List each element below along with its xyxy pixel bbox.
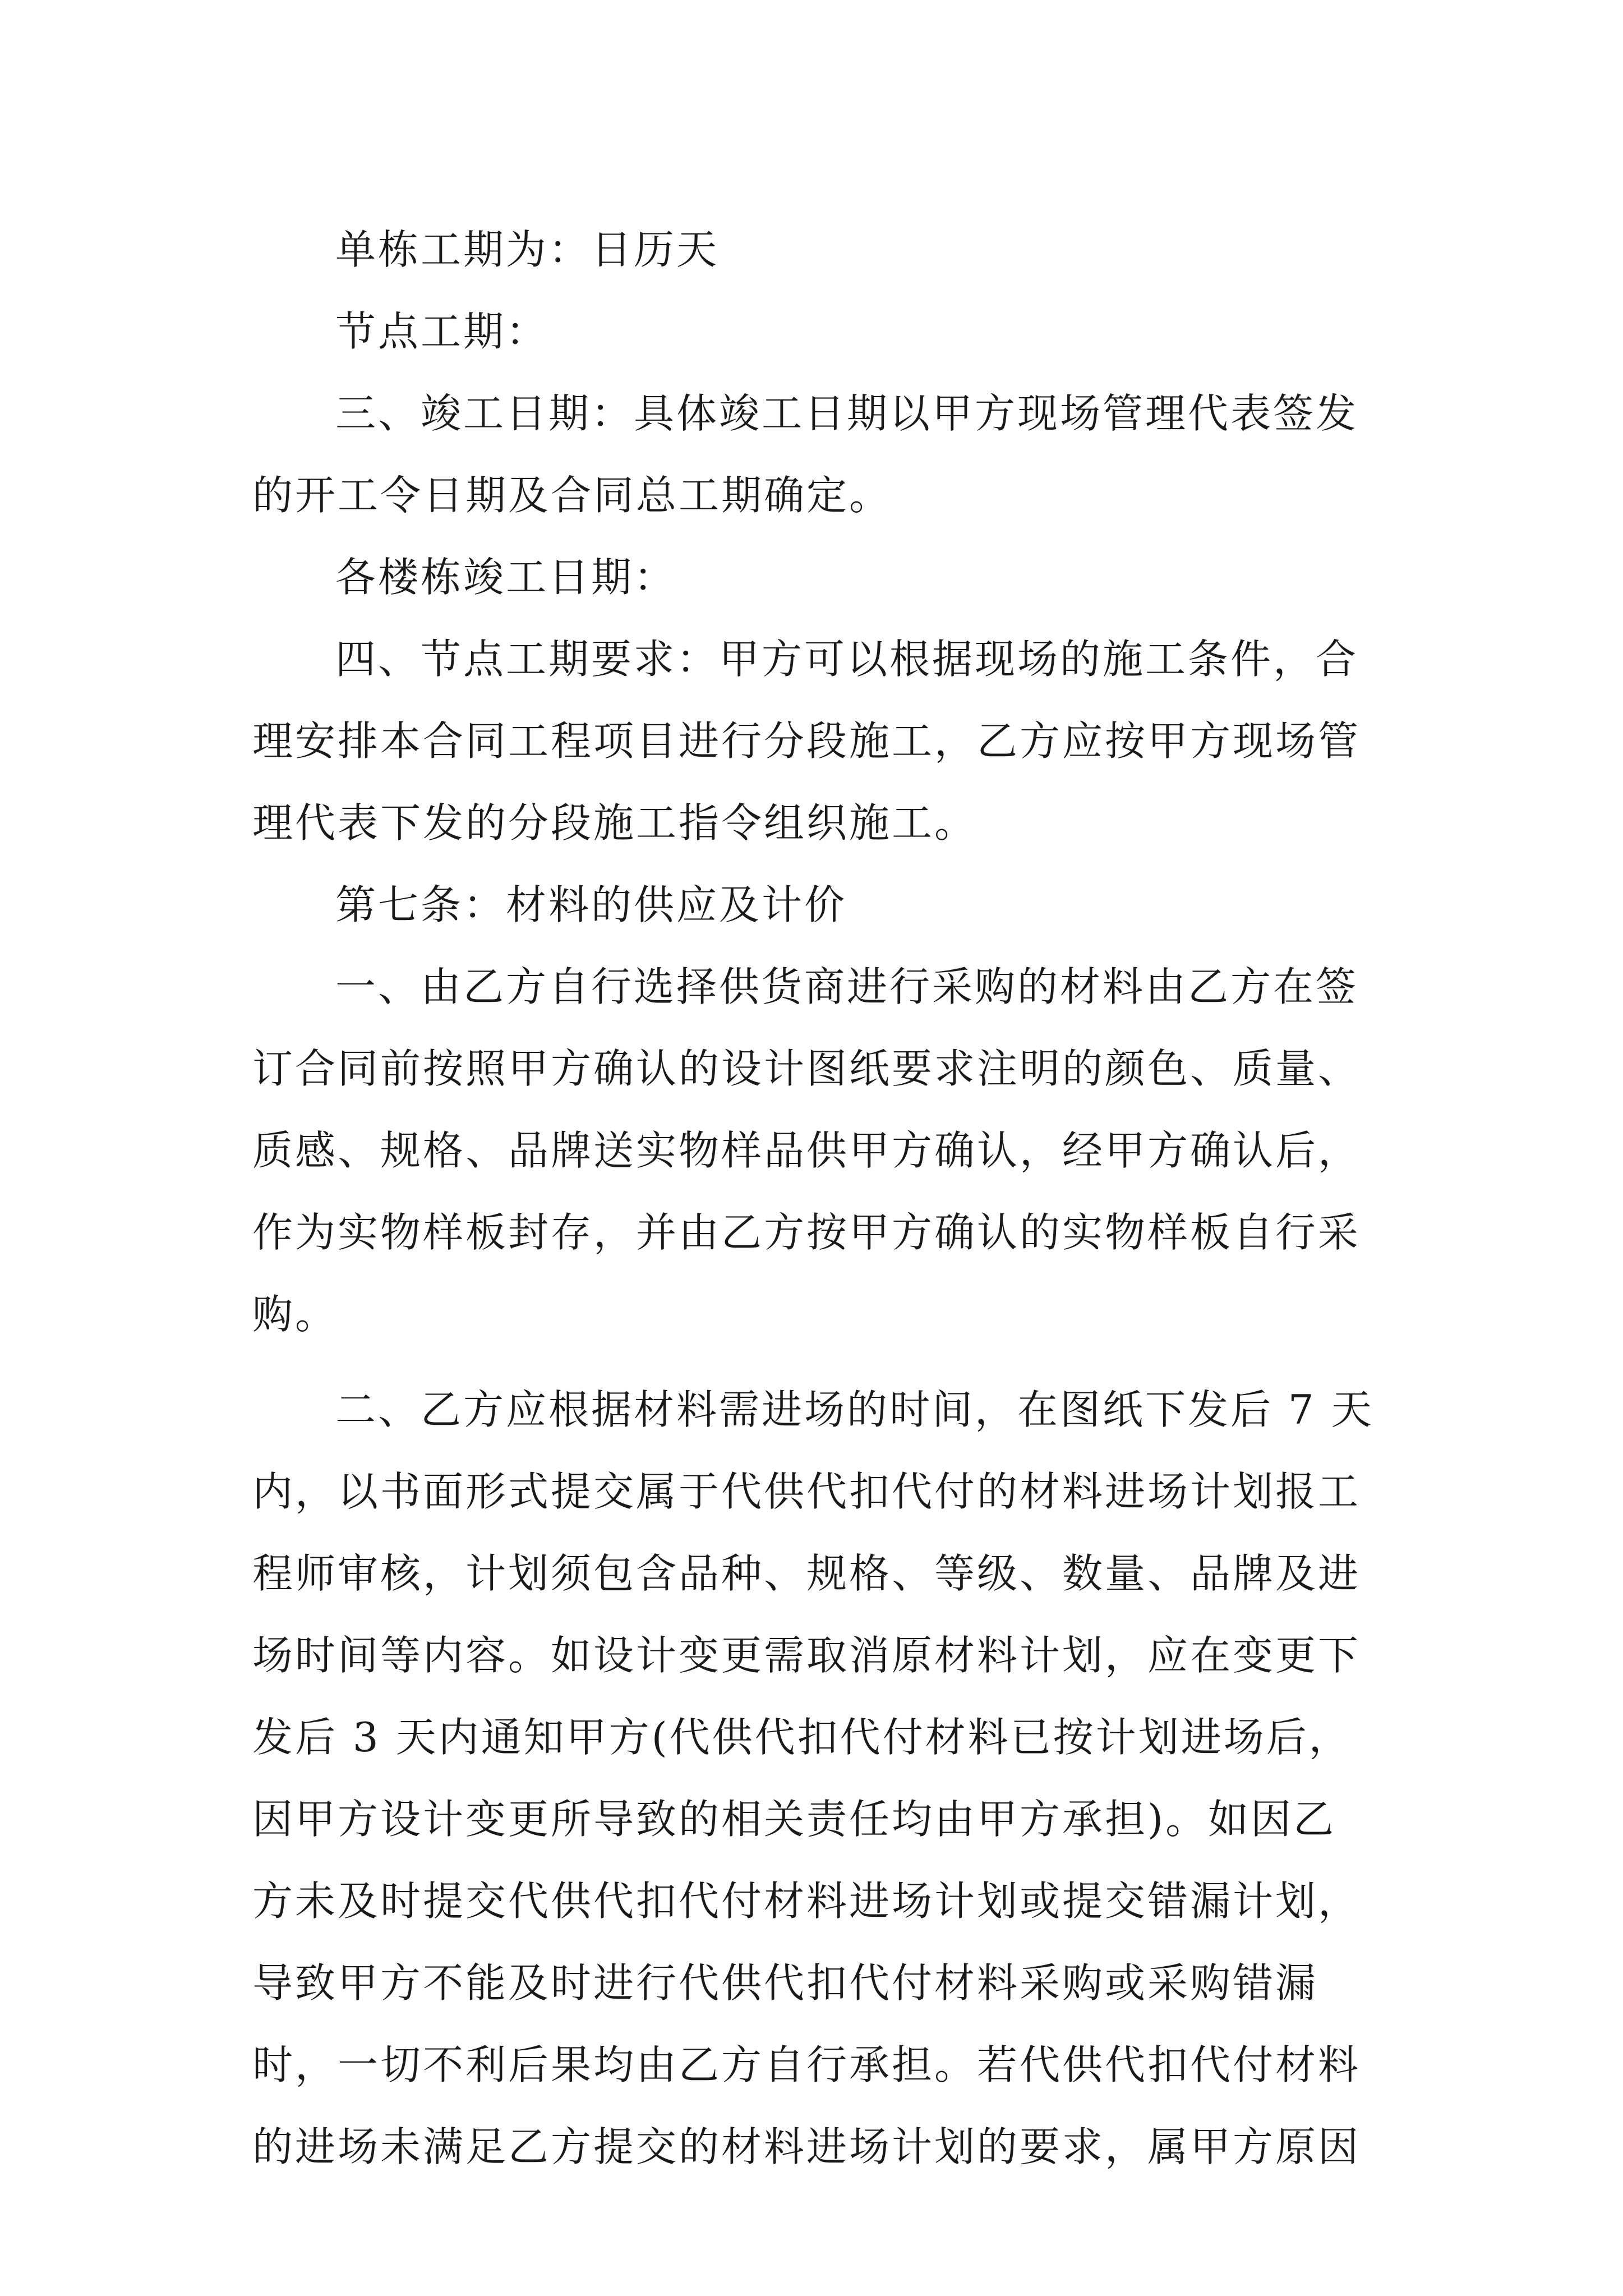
text-line: 单栋工期为：日历天 (335, 226, 720, 273)
text-line: 质感、规格、品牌送实物样品供甲方确认，经甲方确认后， (252, 1127, 1361, 1174)
text-line: 方未及时提交代供代扣代付材料进场计划或提交错漏计划， (252, 1878, 1361, 1925)
text-line: 因甲方设计变更所导致的相关责任均由甲方承担)。如因乙 (252, 1796, 1336, 1843)
text-line: 理安排本合同工程项目进行分段施工，乙方应按甲方现场管 (252, 717, 1361, 765)
text-line: 订合同前按照甲方确认的设计图纸要求注明的颜色、质量、 (252, 1045, 1361, 1092)
text-line: 一、由乙方自行选择供货商进行采购的材料由乙方在签 (335, 963, 1359, 1010)
text-line: 发后 3 天内通知甲方(代供代扣代付材料已按计划进场后， (252, 1714, 1352, 1761)
document-body (252, 209, 1374, 2188)
text-line: 三、竣工日期：具体竣工日期以甲方现场管理代表签发 (335, 390, 1359, 437)
text-line: 时，一切不利后果均由乙方自行承担。若代供代扣代付材料 (252, 2041, 1361, 2088)
text-line: 各楼栋竣工日期： (335, 554, 677, 601)
text-line: 程师审核，计划须包含品种、规格、等级、数量、品牌及进 (252, 1550, 1361, 1597)
text-line: 节点工期： (335, 308, 549, 355)
section-heading: 第七条：材料的供应及计价 (335, 881, 847, 928)
text-line: 内，以书面形式提交属于代供代扣代付的材料进场计划报工 (252, 1468, 1361, 1515)
text-line: 购。 (252, 1291, 338, 1338)
text-line: 场时间等内容。如设计变更需取消原材料计划，应在变更下 (252, 1632, 1361, 1679)
text-line: 作为实物样板封存，并由乙方按甲方确认的实物样板自行采 (252, 1209, 1361, 1256)
text-line: 的开工令日期及合同总工期确定。 (252, 472, 892, 519)
text-line: 导致甲方不能及时进行代供代扣代付材料采购或采购错漏 (252, 1959, 1318, 2007)
text-line: 理代表下发的分段施工指令组织施工。 (252, 799, 978, 846)
text-line: 四、节点工期要求：甲方可以根据现场的施工条件，合 (335, 636, 1359, 683)
text-line: 二、乙方应根据材料需进场的时间，在图纸下发后 7 天 (335, 1386, 1374, 1433)
text-line: 的进场未满足乙方提交的材料进场计划的要求，属甲方原因 (252, 2123, 1361, 2170)
